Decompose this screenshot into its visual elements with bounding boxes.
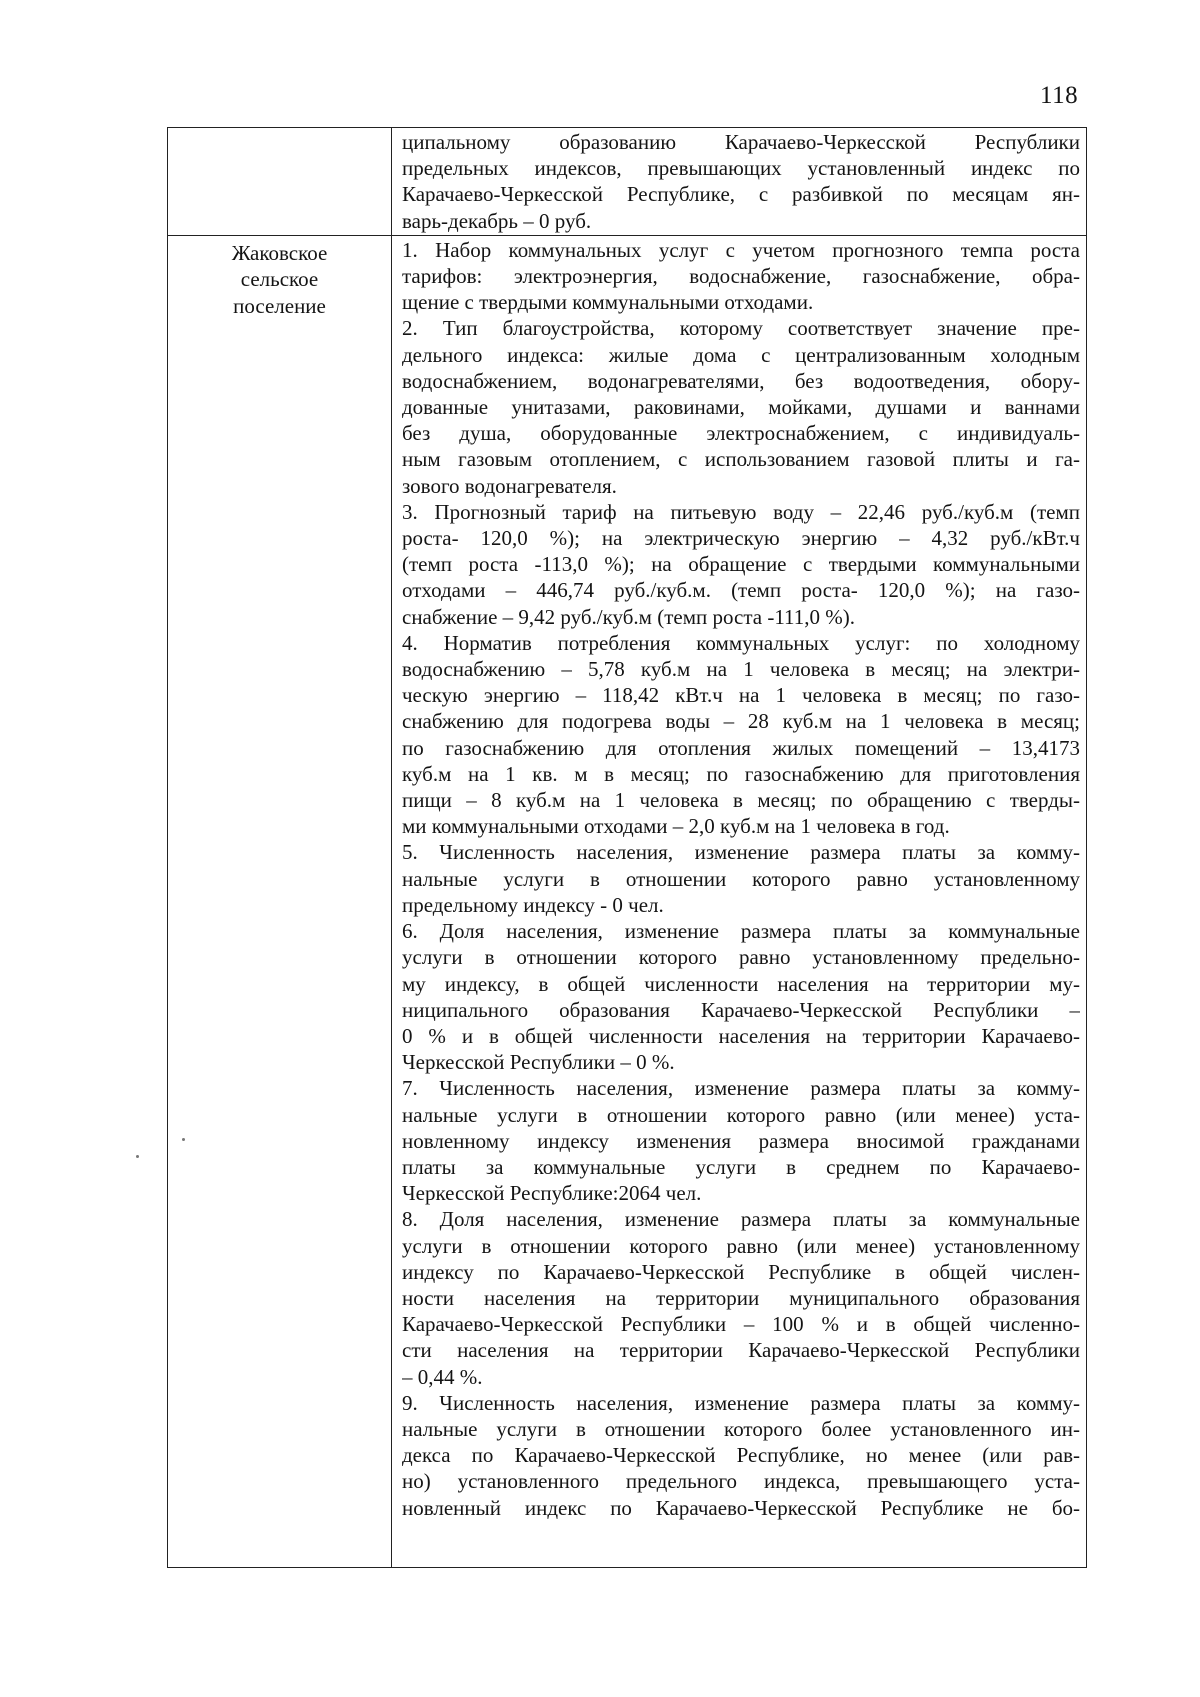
description-line: нальные услуги в отношении которого равно установленному (402, 866, 1080, 891)
description-line: роста- 120,0 %); на электрическую энергию – 4,32 руб./кВт.ч (402, 526, 1080, 551)
description-line: платы за коммунальные услуги в среднем по Карачаево- (402, 1154, 1080, 1179)
description-line: Черкесской Республики – 0 %. (402, 1050, 675, 1075)
scan-speck (182, 1138, 185, 1141)
municipality-name-line: сельское (240, 267, 319, 292)
description-line: ципальному образованию Карачаево-Черкесской Республики (402, 130, 1080, 154)
description-line: Карачаево-Черкесской Республике, с разбивкой по месяцам ян- (402, 182, 1080, 207)
description-line: 1. Набор коммунальных услуг с учетом прогнозного темпа роста (402, 237, 1080, 262)
description-line: ниципального образования Карачаево-Черкесской Республики – (402, 997, 1080, 1022)
municipality-cell (168, 235, 392, 1567)
description-line: без душа, оборудованные электроснабжением, с индивидуаль- (402, 421, 1080, 446)
description-line: по газоснабжению для отопления жилых помещений – 13,4173 (402, 735, 1080, 760)
description-line: 7. Численность населения, изменение размера платы за комму- (402, 1076, 1080, 1101)
municipality-name-line: поселение (233, 294, 326, 318)
description-text (392, 236, 1086, 1521)
description-line: ности населения на территории муниципального образования (402, 1285, 1080, 1310)
description-line: ным газовым отоплением, с использованием газовой плиты и га- (402, 447, 1080, 472)
description-line: куб.м на 1 кв. м в месяц; по газоснабжению для приготовления (402, 761, 1080, 786)
description-line: нальные услуги в отношении которого более установленного ин- (402, 1416, 1080, 1441)
municipality-cell (168, 128, 392, 236)
description-line: (темп роста -113,0 %); на обращение с твердыми коммунальными (402, 552, 1080, 577)
description-line: 8. Доля населения, изменение размера платы за коммунальные (402, 1207, 1080, 1232)
description-line: Черкесской Республике:2064 чел. (402, 1181, 702, 1206)
scan-speck (136, 1155, 139, 1158)
description-line: ми коммунальными отходами – 2,0 куб.м на 1 человека в год. (402, 814, 950, 839)
description-line: – 0,44 %. (402, 1364, 483, 1389)
description-line: декса по Карачаево-Черкесской Республике, но менее (или рав- (402, 1443, 1080, 1468)
description-line: ческую энергию – 118,42 кВт.ч на 1 человека в месяц; по газо- (402, 683, 1080, 708)
description-line: 9. Численность населения, изменение размера платы за комму- (402, 1390, 1080, 1415)
description-line: дельного индекса: жилые дома с централизованным холодным (402, 342, 1080, 367)
description-cell (392, 128, 1087, 236)
description-line: зового водонагревателя. (402, 473, 617, 498)
description-line: варь-декабрь – 0 руб. (402, 208, 592, 233)
description-line: водоснабжением, водонагревателями, без водоотведения, обору- (402, 368, 1080, 393)
description-line: 6. Доля населения, изменение размера платы за коммунальные (402, 919, 1080, 944)
description-line: предельному индексу - 0 чел. (402, 892, 664, 917)
description-cell (392, 235, 1087, 1567)
description-line: сти населения на территории Карачаево-Черкесской Республики (402, 1338, 1080, 1363)
description-line: дованные унитазами, раковинами, мойками, душами и ваннами (402, 395, 1080, 420)
description-line: отходами – 446,74 руб./куб.м. (темп роста- 120,0 %); на газо- (402, 578, 1080, 603)
description-line: щение с твердыми коммунальными отходами. (402, 290, 814, 315)
municipality-name-line: Жаковское (231, 240, 328, 265)
page-number: 118 (1040, 82, 1079, 109)
table-row (168, 235, 1087, 1567)
description-line: тарифов: электроэнергия, водоснабжение, газоснабжение, обра- (402, 264, 1080, 289)
description-line: му индексу, в общей численности населения на территории му- (402, 971, 1080, 996)
description-line: пищи – 8 куб.м на 1 человека в месяц; по обращению с тверды- (402, 788, 1080, 813)
description-line: услуги в отношении которого равно установленному предельно- (402, 945, 1080, 970)
description-line: 2. Тип благоустройства, которому соответствует значение пре- (402, 316, 1080, 341)
table-row (168, 128, 1087, 236)
description-line: водоснабжению – 5,78 куб.м на 1 человека в месяц; на электри- (402, 657, 1080, 682)
description-line: снабжению для подогрева воды – 28 куб.м на 1 человека в месяц; (402, 709, 1080, 734)
description-line: 0 % и в общей численности населения на территории Карачаево- (402, 1023, 1080, 1048)
description-text (392, 128, 1086, 235)
description-line: 4. Норматив потребления коммунальных услуг: по холодному (402, 630, 1080, 655)
description-line: 5. Численность населения, изменение размера платы за комму- (402, 840, 1080, 865)
description-line: Карачаево-Черкесской Республики – 100 % и в общей численно- (402, 1312, 1080, 1337)
description-line: но) установленного предельного индекса, превышающего уста- (402, 1469, 1080, 1494)
description-line: 3. Прогнозный тариф на питьевую воду – 22,46 руб./куб.м (темп (402, 499, 1080, 524)
municipal-index-table (167, 127, 1087, 1568)
municipality-name (168, 236, 391, 320)
description-line: индексу по Карачаево-Черкесской Республике в общей числен- (402, 1259, 1080, 1284)
description-line: нальные услуги в отношении которого равно (или менее) уста- (402, 1102, 1080, 1127)
description-line: снабжение – 9,42 руб./куб.м (темп роста -111,0 %). (402, 604, 855, 629)
description-line: услуги в отношении которого равно (или менее) установленному (402, 1233, 1080, 1258)
description-line: новленный индекс по Карачаево-Черкесской Республике не бо- (402, 1495, 1080, 1520)
description-line: предельных индексов, превышающих установленный индекс по (402, 156, 1080, 181)
description-line: новленному индексу изменения размера вносимой гражданами (402, 1128, 1080, 1153)
